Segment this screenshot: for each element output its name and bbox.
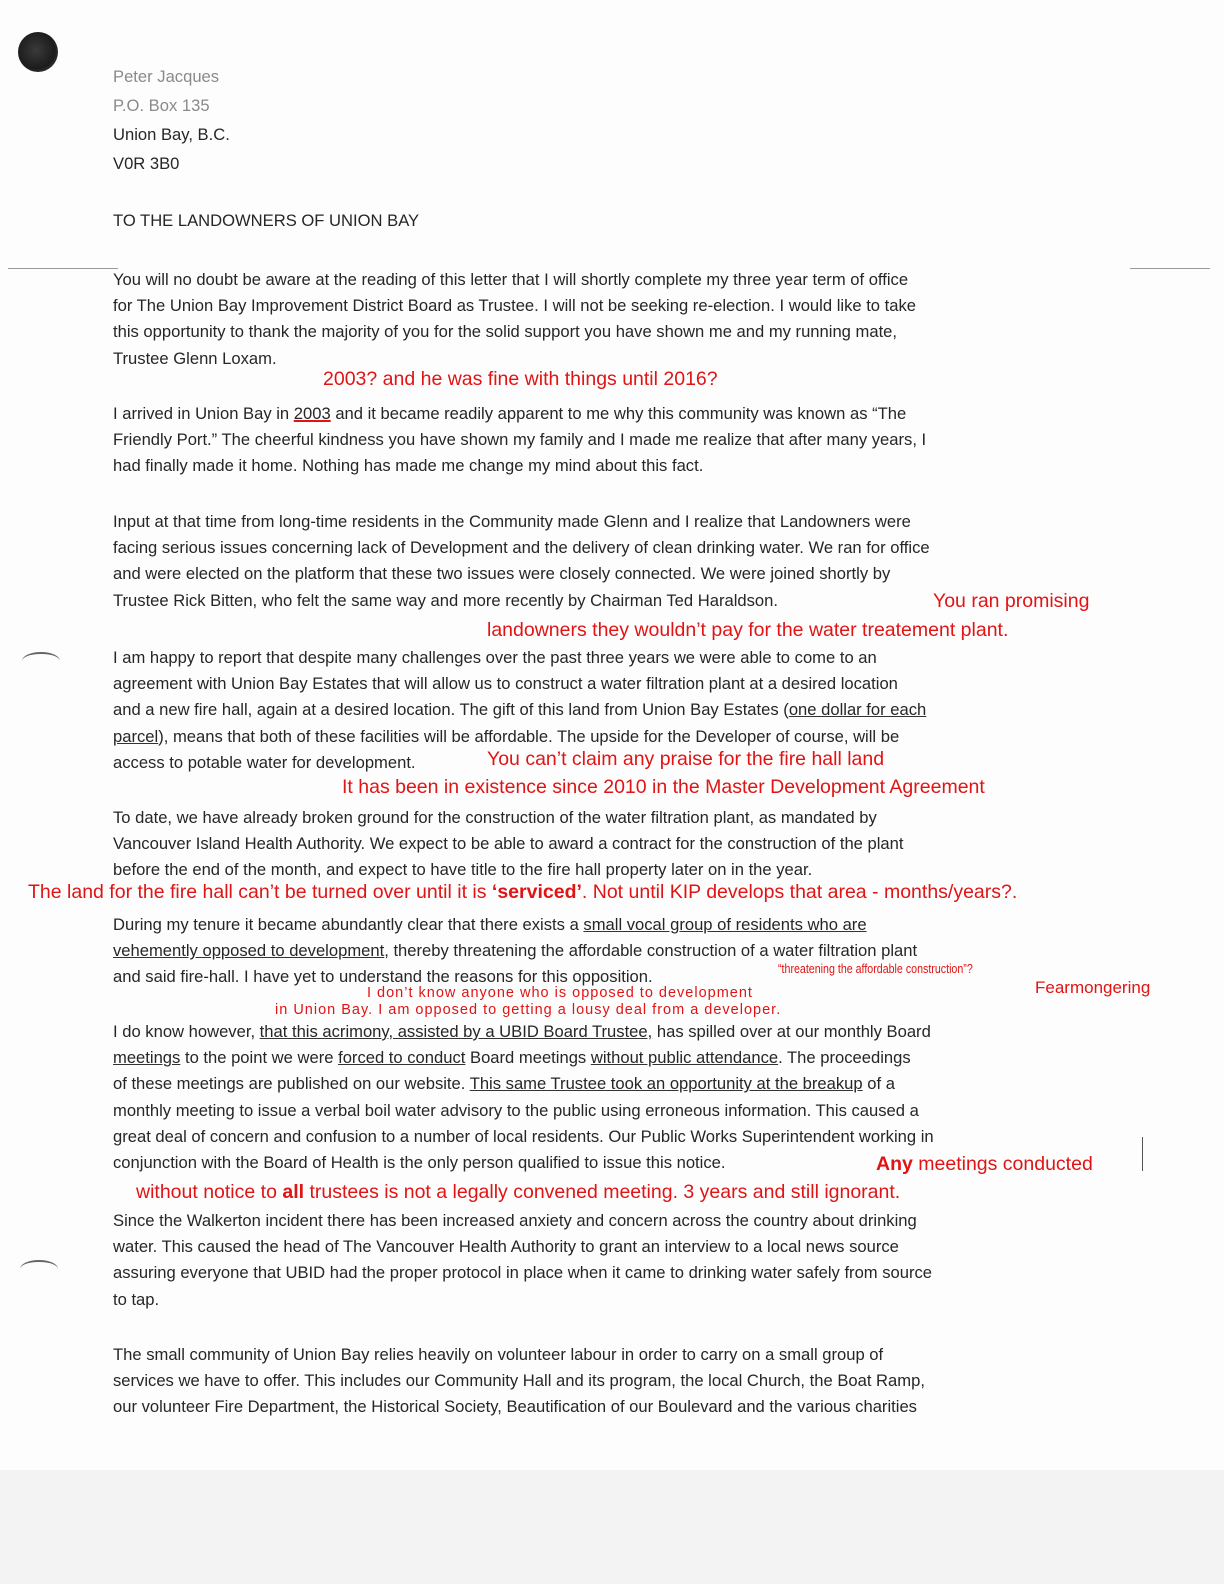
annotation-opposed-development: I don’t know anyone who is opposed to development: [367, 985, 753, 1001]
sender-box: P.O. Box 135: [113, 96, 210, 115]
text-line: for The Union Bay Improvement District Board as Trustee. I will not be seeking re-election. I would like to take: [113, 296, 917, 316]
text-line: I do know however, that this acrimony, assisted by a UBID Board Trustee, has spilled over at our monthly Board: [113, 1022, 931, 1041]
text-line: The small community of Union Bay relies heavily on volunteer labour in order to carry on a small group of: [113, 1345, 884, 1364]
sender-address: [113, 62, 230, 178]
paragraph-8: [113, 1208, 932, 1313]
text-line: to tap.: [113, 1289, 160, 1309]
paragraph-3: [113, 509, 930, 614]
text-line: of these meetings are published on our website. This same Trustee took an opportunity at the breakup of a: [113, 1074, 895, 1094]
scan-rule-mark: [8, 268, 118, 269]
text-line: To date, we have already broken ground for the construction of the water filtration plant, as mandated by: [113, 808, 877, 827]
annotation-legally-convened: without notice to all trustees is not a legally convened meeting. 3 years and still ignorant.: [136, 1181, 901, 1203]
text-line: assuring everyone that UBID had the proper protocol in place when it came to drinking water safely from source: [113, 1263, 933, 1283]
text-line: Input at that time from long-time residents in the Community made Glenn and I realize that Landowners were: [113, 512, 911, 531]
text-line: parcel), means that both of these facilities will be affordable. The upside for the Developer of course, will be: [113, 726, 900, 746]
staple-curl-mark: [22, 652, 60, 670]
sender-postal: V0R 3B0: [113, 154, 180, 173]
text-line: vehemently opposed to development, thereby threatening the affordable construction of a water filtration plant: [113, 941, 918, 961]
annotation-any-meetings: Any meetings conducted: [876, 1153, 1093, 1175]
annotation-2003: 2003? and he was fine with things until 2016?: [323, 368, 718, 390]
paragraph-1: [113, 267, 916, 372]
text-line: During my tenure it became abundantly clear that there exists a small vocal group of residents who are: [113, 915, 867, 934]
scan-bottom-margin: [0, 1470, 1224, 1584]
text-line: I am happy to report that despite many challenges over the past three years we were able to come to an: [113, 648, 877, 667]
text-line: facing serious issues concerning lack of Development and the delivery of clean drinking water. We ran for office: [113, 538, 930, 558]
text-line: Vancouver Island Health Authority. We expect to be able to award a contract for the construction of the plant: [113, 834, 904, 854]
text-line: meetings to the point we were forced to conduct Board meetings without public attendance. The proceedings: [113, 1048, 911, 1068]
text-line: I arrived in Union Bay in 2003 and it became readily apparent to me why this community was known as “The: [113, 404, 907, 423]
annotation-serviced-land: The land for the fire hall can’t be turned over until it is ‘serviced’. Not until KIP develops that area - months/years?.: [28, 881, 1018, 903]
annotation-fire-hall-praise: You can’t claim any praise for the fire hall land: [487, 748, 885, 770]
annotation-fearmongering: Fearmongering: [1035, 978, 1151, 997]
text-line: agreement with Union Bay Estates that will allow us to construct a water filtration plant at a desired location: [113, 674, 898, 694]
paragraph-9: [113, 1342, 925, 1421]
annotation-lousy-deal: in Union Bay. I am opposed to getting a lousy deal from a developer.: [275, 1002, 782, 1018]
sender-city: Union Bay, B.C.: [113, 125, 230, 144]
text-line: had finally made it home. Nothing has made me change my mind about this fact.: [113, 456, 704, 476]
annotation-ran-promising: You ran promising: [933, 590, 1090, 612]
text-line: Trustee Rick Bitten, who felt the same way and more recently by Chairman Ted Haraldson.: [113, 590, 778, 610]
staple-curl-mark: [20, 1260, 58, 1278]
text-line: our volunteer Fire Department, the Historical Society, Beautification of our Boulevard and the various charities: [113, 1397, 917, 1417]
annotation-threatening-quote: “threatening the affordable construction”?: [778, 961, 973, 976]
text-line: Trustee Glenn Loxam.: [113, 348, 277, 368]
sender-name: Peter Jacques: [113, 67, 220, 86]
text-line: services we have to offer. This includes our Community Hall and its program, the local Church, the Boat Ramp,: [113, 1371, 925, 1391]
annotation-master-agreement: It has been in existence since 2010 in the Master Development Agreement: [342, 776, 985, 798]
text-line: this opportunity to thank the majority of you for the solid support you have shown me and my running mate,: [113, 322, 898, 342]
paragraph-5: [113, 805, 904, 884]
text-line: Since the Walkerton incident there has been increased anxiety and concern across the country about drinking: [113, 1211, 917, 1230]
paragraph-6: [113, 912, 917, 991]
text-line: access to potable water for development.: [113, 752, 416, 772]
paragraph-2: [113, 401, 926, 480]
paragraph-7: [113, 1019, 934, 1176]
text-line: and a new fire hall, again at a desired location. The gift of this land from Union Bay Estates (one dollar for each: [113, 700, 927, 720]
underlined-year: 2003: [293, 404, 331, 423]
text-line: conjunction with the Board of Health is the only person qualified to issue this notice.: [113, 1153, 726, 1173]
text-line: before the end of the month, and expect to have title to the fire hall property later on in the year.: [113, 860, 813, 880]
text-line: You will no doubt be aware at the reading of this letter that I will shortly complete my three year term of office: [113, 270, 909, 289]
punch-hole-mark: [18, 32, 58, 72]
text-line: Friendly Port.” The cheerful kindness you have shown my family and I made me realize that after many years, I: [113, 430, 927, 450]
margin-bracket-mark: [1137, 1137, 1143, 1171]
text-line: monthly meeting to issue a verbal boil water advisory to the public using erroneous information. This caused a: [113, 1100, 919, 1120]
text-line: and were elected on the platform that these two issues were closely connected. We were joined shortly by: [113, 564, 891, 584]
annotation-landowners-pay: landowners they wouldn’t pay for the water treatement plant.: [487, 619, 1009, 641]
text-line: water. This caused the head of The Vancouver Health Authority to grant an interview to a local news source: [113, 1237, 899, 1257]
text-line: and said fire-hall. I have yet to understand the reasons for this opposition.: [113, 967, 653, 987]
text-line: great deal of concern and confusion to a number of local residents. Our Public Works Superintendent working in: [113, 1126, 934, 1146]
salutation: TO THE LANDOWNERS OF UNION BAY: [113, 211, 420, 230]
scan-rule-mark: [1130, 268, 1210, 269]
